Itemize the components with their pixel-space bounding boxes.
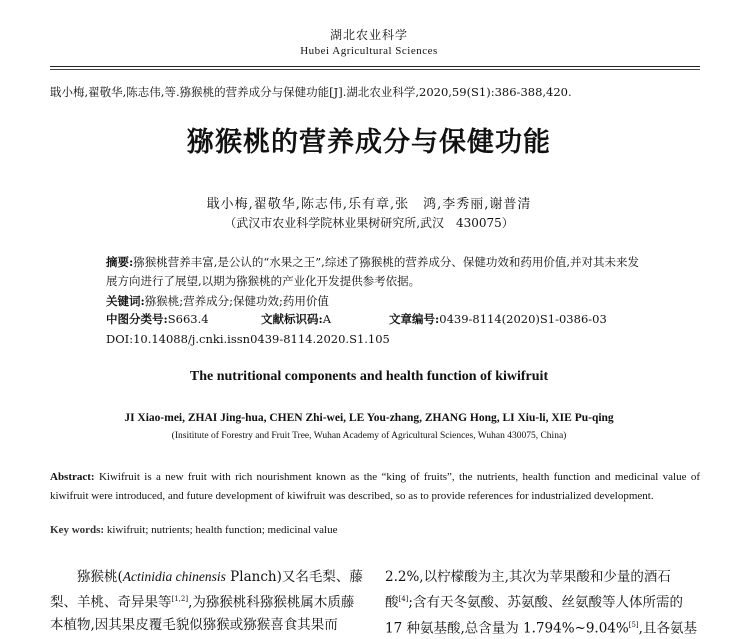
body-line [385,614,705,639]
abstract-en [50,468,700,506]
journal-name-cn: 湖北农业科学 [0,26,738,43]
abstract-cn-text: 猕猴桃营养丰富,是公认的“水果之王”,综述了猕猴桃的营养成分、保健功效和药用价值,并对其未来发展方向进行了展望,以期为猕猴桃的产业化开发提供参考依据。 [106,255,639,288]
article-number [389,311,607,327]
keywords-cn [106,292,646,311]
abstract-en-label: Abstract: [50,471,95,483]
body-line [50,588,370,614]
body-text: ,且各氨基 [639,620,697,636]
body-line [50,566,370,588]
body-line: 2.2%,以柠檬酸为主,其次为苹果酸和少量的酒石 [385,566,705,588]
keywords-en [50,524,337,536]
reference-marker: [1,2] [172,595,189,603]
journal-name-en: Hubei Agricultural Sciences [0,45,738,57]
paper-title-cn: 猕猴桃的营养成分与保健功能 [0,120,738,159]
header-rule-thin [50,69,700,70]
citation-line: 戢小梅,翟敬华,陈志伟,等.猕猴桃的营养成分与保健功能[J].湖北农业科学,2020,59(S1):386-388,420. [50,84,572,100]
body-column-left [50,566,370,636]
abstract-cn-label: 摘要: [106,255,133,269]
clc-number [106,311,209,327]
affiliation-cn: （武汉市农业科学院林业果树研究所,武汉 430075） [0,214,738,231]
body-text: 酸 [385,595,399,611]
body-line [385,588,705,614]
authors-cn: 戢小梅,翟敬华,陈志伟,乐有章,张 鸿,李秀丽,谢普清 [0,193,738,212]
article-label: 文章编号: [389,312,439,326]
body-text: 梨、羊桃、奇异果等 [50,595,172,611]
keywords-en-label: Key words: [50,524,104,536]
clc-label: 中图分类号: [106,312,168,326]
abstract-cn [106,253,646,291]
body-line: 本植物,因其果皮覆毛貌似猕猴或猕猴喜食其果而 [50,614,370,636]
doc-code [261,311,331,327]
clc-value: S663.4 [168,312,209,326]
authors-en: JI Xiao-mei, ZHAI Jing-hua, CHEN Zhi-wei, LE You-zhang, ZHANG Hong, LI Xiu-li, XIE Pu-qing [0,412,738,424]
body-text: 猕猴桃( [77,569,123,585]
reference-marker: [4] [399,595,409,603]
keywords-cn-text: 猕猴桃;营养成分;保健功效;药用价值 [145,294,329,308]
doc-value: A [323,312,331,326]
keywords-cn-label: 关键词: [106,294,145,308]
affiliation-en: (Insititute of Forestry and Fruit Tree, Wuhan Academy of Agricultural Sciences, Wuhan 430075, China) [0,431,738,441]
reference-marker: [5] [629,621,639,629]
abstract-en-text: Kiwifruit is a new fruit with rich nourishment known as the “king of fruits”, the nutrients, health function and medicinal value of kiwifruit were introduced, and future development of kiwifruit was described, so as to provide references for industrialized development. [50,471,700,502]
scientific-name: Actinidia chinensis [123,569,226,584]
keywords-en-text: kiwifruit; nutrients; health function; medicinal value [107,524,338,536]
body-text: ;含有天冬氨酸、苏氨酸、丝氨酸等人体所需的 [408,595,683,611]
doc-label: 文献标识码: [261,312,323,326]
paper-title-en: The nutritional components and health function of kiwifruit [0,369,738,385]
doi: DOI:10.14088/j.cnki.issn0439-8114.2020.S1.105 [106,330,646,349]
body-text: Planch)又名毛梨、藤 [226,569,363,585]
body-text: 17 种氨基酸,总含量为 1.794%~9.04% [385,620,629,636]
header-rule [50,66,700,67]
body-column-right [385,566,705,639]
body-text: ,为猕猴桃科猕猴桃属木质藤 [188,595,354,611]
article-value: 0439-8114(2020)S1-0386-03 [439,312,607,326]
